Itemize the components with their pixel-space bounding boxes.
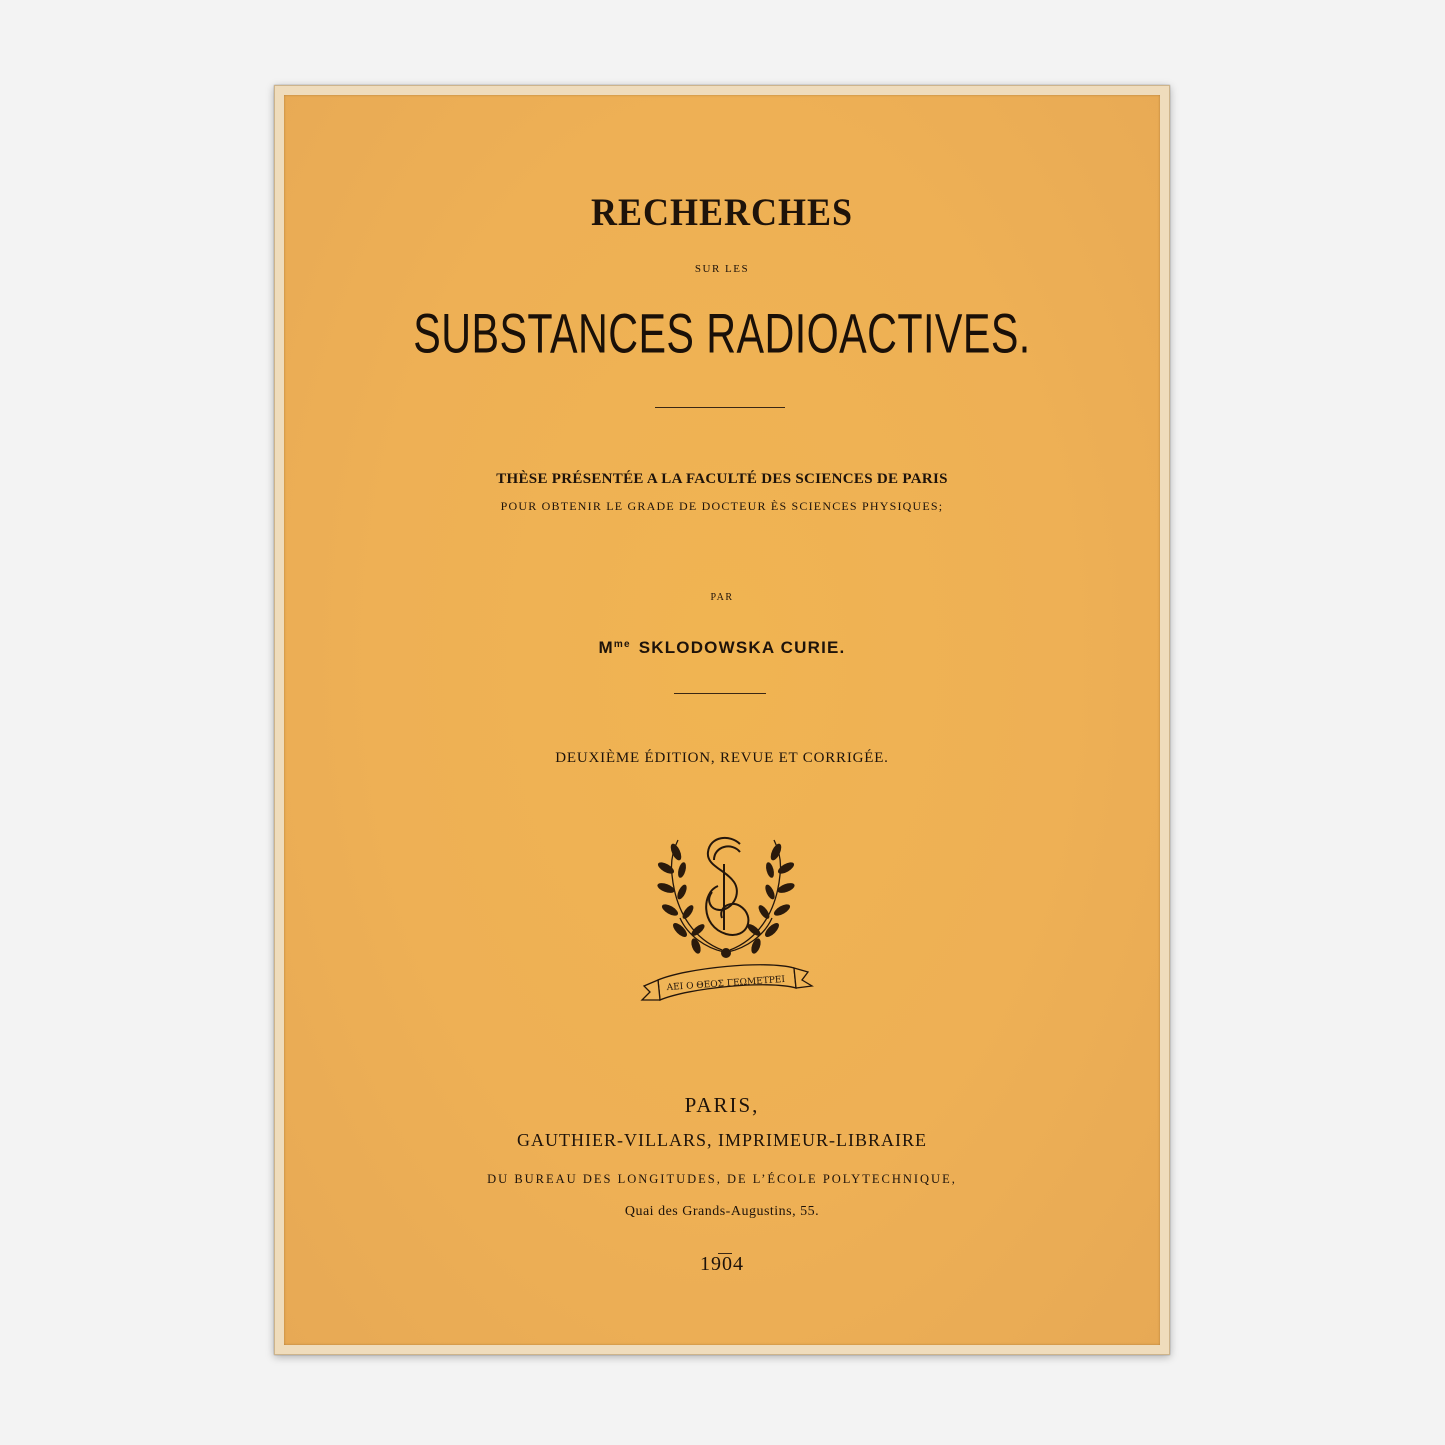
author-name: [284, 638, 1160, 658]
publisher-affiliation: DU BUREAU DES LONGITUDES, DE L’ÉCOLE POLYTECHNIQUE,: [487, 1172, 957, 1186]
thesis-statement: THÈSE PRÉSENTÉE A LA FACULTÉ DES SCIENCES DE PARIS: [496, 471, 948, 487]
publication-year: 1904: [700, 1253, 744, 1275]
degree-statement: POUR OBTENIR LE GRADE DE DOCTEUR ÈS SCIENCES PHYSIQUES;: [500, 499, 944, 513]
publication-city: PARIS,: [684, 1093, 760, 1117]
author-surname: SKLODOWSKA CURIE.: [638, 638, 846, 657]
title-connector: SUR LES: [694, 263, 750, 275]
picture-frame: [274, 85, 1170, 1355]
title-page: [284, 95, 1160, 1345]
publisher-address: Quai des Grands-Augustins, 55.: [624, 1204, 820, 1219]
author-prefix-superscript: me: [613, 639, 631, 650]
divider-rule: [655, 407, 785, 408]
emblem-motto: ΑΕΙ Ο ΘΕΟΣ ΓΕΩΜΕΤΡΕΙ: [666, 974, 786, 994]
publisher-emblem-icon: [636, 830, 816, 1012]
divider-rule: [674, 693, 766, 694]
publisher-name: GAUTHIER-VILLARS, IMPRIMEUR-LIBRAIRE: [517, 1130, 927, 1150]
book-subtitle: SUBSTANCES RADIOACTIVES.: [413, 304, 1031, 365]
author-prefix: M: [598, 638, 614, 657]
edition-statement: DEUXIÈME ÉDITION, REVUE ET CORRIGÉE.: [555, 750, 889, 766]
book-title: RECHERCHES: [590, 190, 854, 234]
by-label: PAR: [710, 592, 734, 603]
